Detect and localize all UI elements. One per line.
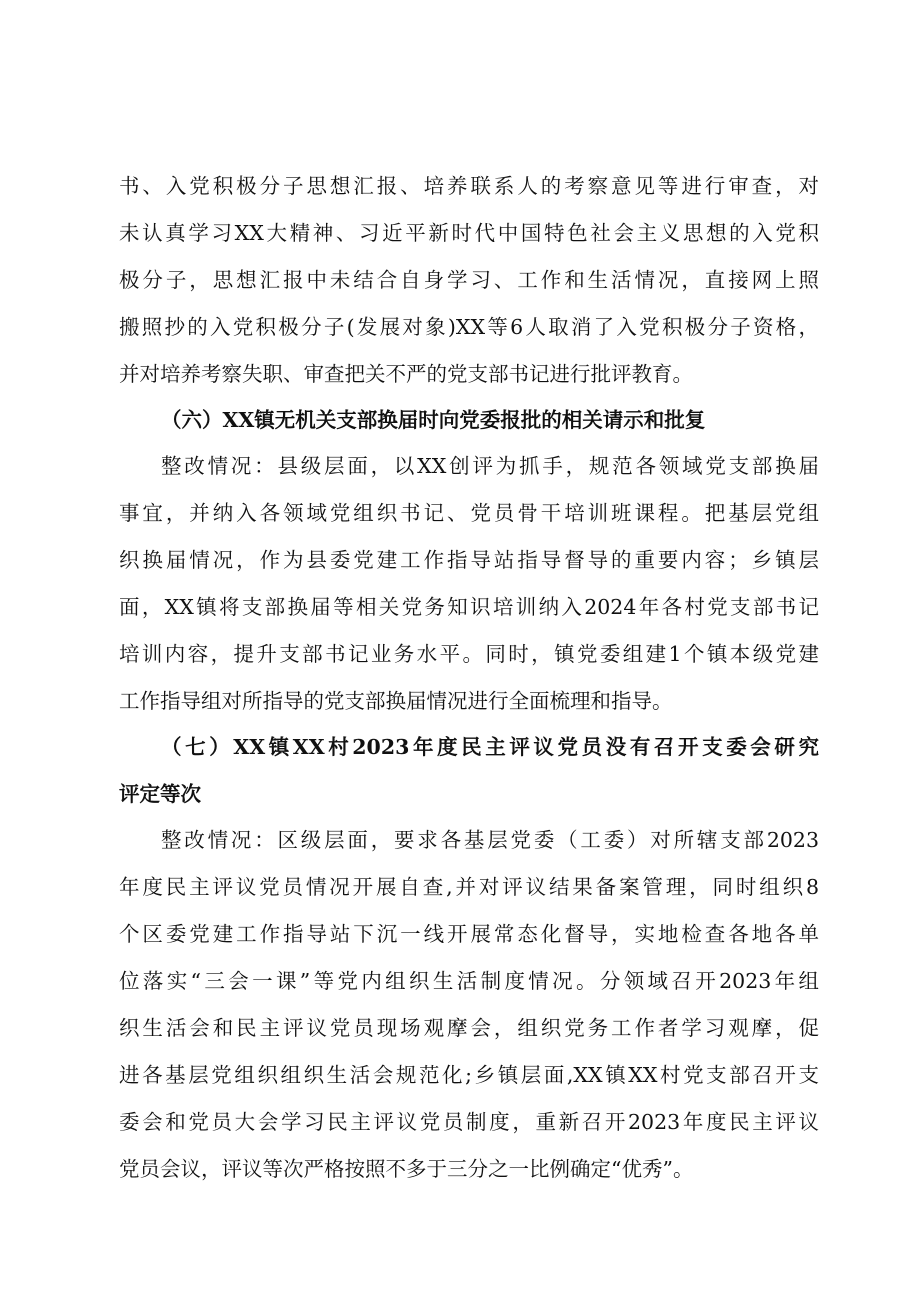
paragraph-line: 委会和党员大会学习民主评议党员制度，重新召开2023年度民主评议 <box>119 1110 819 1134</box>
paragraph-line: 未认真学习XX大精神、习近平新时代中国特色社会主义思想的入党积 <box>119 221 819 245</box>
paragraph-line: 工作指导组对所指导的党支部换届情况进行全面梳理和指导。 <box>119 689 673 713</box>
section-heading: （七）XX镇XX村2023年度民主评议党员没有召开支委会研究 <box>161 735 819 759</box>
paragraph-line: 极分子，思想汇报中未结合自身学习、工作和生活情况，直接网上照 <box>119 268 819 292</box>
paragraph-line: 个区委党建工作指导站下沉一线开展常态化督导，实地检查各地各单 <box>119 922 819 946</box>
paragraph-line: 进各基层党组织组织生活会规范化;乡镇层面,XX镇XX村党支部召开支 <box>119 1063 819 1087</box>
section-heading-continuation: 评定等次 <box>119 782 201 806</box>
paragraph-line: 培训内容，提升支部书记业务水平。同时，镇党委组建1个镇本级党建 <box>119 642 819 666</box>
paragraph-line: 整改情况：县级层面，以XX创评为抓手，规范各领域党支部换届 <box>161 454 819 478</box>
paragraph-line: 党员会议，评议等次严格按照不多于三分之一比例确定“优秀”。 <box>119 1157 694 1181</box>
paragraph-line: 面，XX镇将支部换届等相关党务知识培训纳入2024年各村党支部书记 <box>119 595 819 619</box>
paragraph-line: 年度民主评议党员情况开展自查,并对评议结果备案管理，同时组织8 <box>119 875 819 899</box>
paragraph-line: 整改情况：区级层面，要求各基层党委（工委）对所辖支部2023 <box>161 828 819 852</box>
paragraph-line: 并对培养考察失职、审查把关不严的党支部书记进行批评教育。 <box>119 362 693 386</box>
paragraph-line: 位落实“三会一课”等党内组织生活制度情况。分领域召开2023年组 <box>119 969 819 993</box>
paragraph-line: 织生活会和民主评议党员现场观摩会，组织党务工作者学习观摩，促 <box>119 1016 819 1040</box>
section-heading: （六）XX镇无机关支部换届时向党委报批的相关请示和批复 <box>161 408 706 432</box>
paragraph-line: 织换届情况，作为县委党建工作指导站指导督导的重要内容；乡镇层 <box>119 548 819 572</box>
paragraph-line: 书、入党积极分子思想汇报、培养联系人的考察意见等进行审查，对 <box>119 174 819 198</box>
paragraph-line: 事宜，并纳入各领域党组织书记、党员骨干培训班课程。把基层党组 <box>119 501 819 525</box>
paragraph-line: 搬照抄的入党积极分子(发展对象)XX等6人取消了入党积极分子资格， <box>119 315 819 339</box>
